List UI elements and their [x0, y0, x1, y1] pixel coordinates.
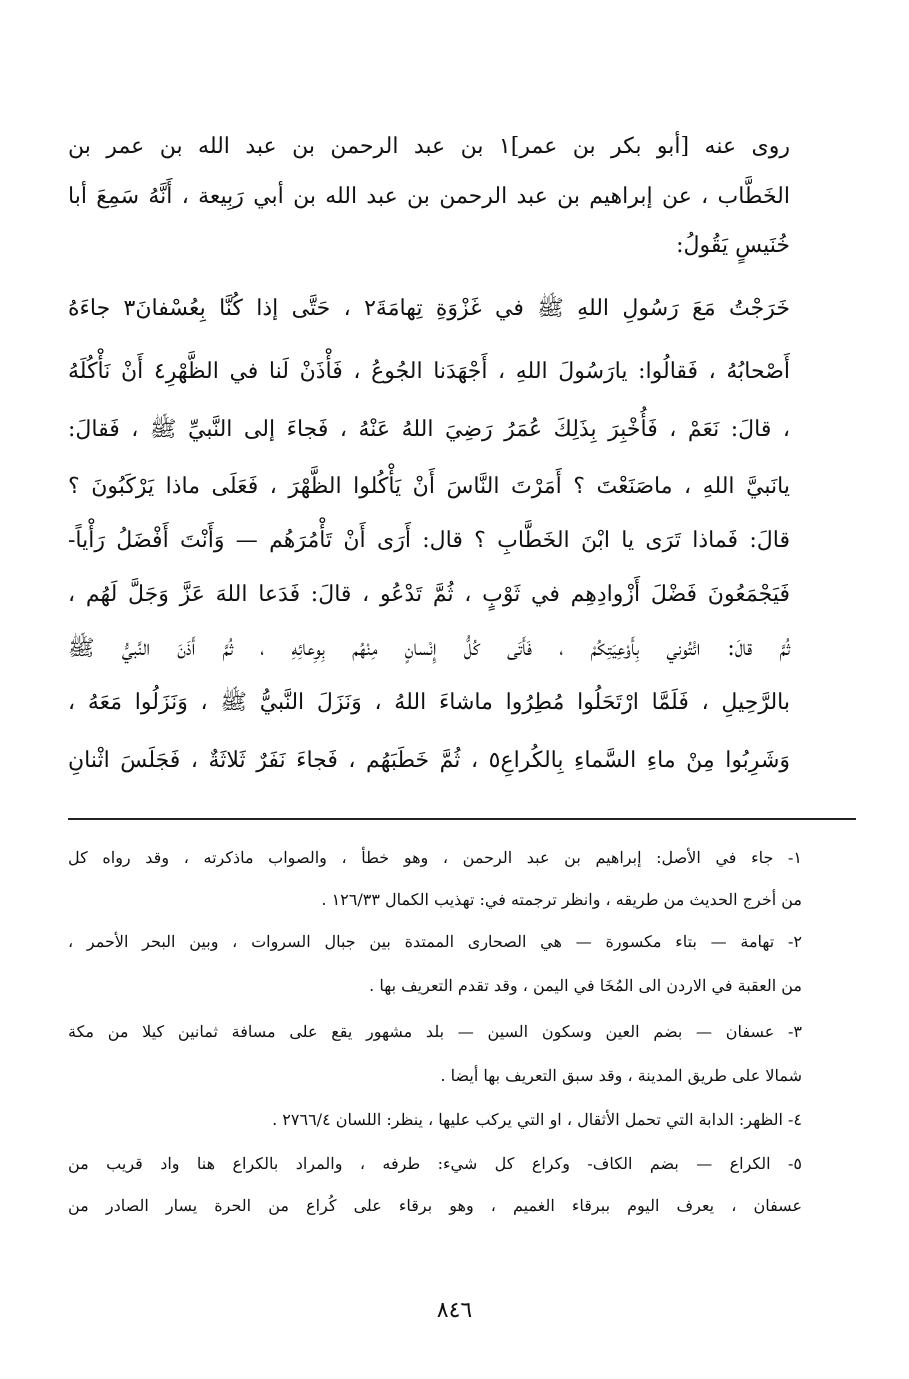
body-line: قالَ: فَماذا تَرَى يا ابْنَ الخَطَّابِ ؟ قال: أَرَى أَنْ تَأْمُرَهُم — وَأَنْتَ أَفْضَلُ رَأْياً-: [68, 528, 790, 553]
footnote-line: ٤- الظهر: الدابة التي تحمل الأثقال ، او التي يركب عليها ، ينظر: اللسان ٢٧٦٦/٤ .: [272, 1110, 802, 1129]
footnote-separator: [68, 818, 856, 820]
footnote-line: ١- جاء في الأصل: إبراهيم بن عبد الرحمن ، وهو خطأ ، والصواب ماذكرته ، وقد رواه كل: [68, 848, 802, 867]
body-line: ، قالَ: نَعَمْ ، فَأُخْبِرَ بِذَلِكَ عُمَرُ رَضِيَ اللهُ عَنْهُ ، فَجاءَ إلى النَّبيِّ ﷺ ، فَقالَ:: [68, 417, 790, 442]
body-line: الخَطَّاب ، عن إبراهيم بن عبد الرحمن بن عبد الله بن أبي رَبِيعة ، أَنَّهُ سَمِعَ أبا: [68, 184, 790, 209]
body-line: خَرَجْتُ مَعَ رَسُولِ اللهِ ﷺ في غَزْوَةِ تِهامَةَ٢ ، حَتَّى إذا كُنَّا بِعُسْفانَ٣ جاءَهُ: [68, 296, 790, 321]
footnote-line: من العقبة في الاردن الى المُخَا في اليمن ، وقد تقدم التعريف بها .: [369, 976, 802, 995]
footnote-line: من أخرج الحديث من طريقه ، وانظر ترجمته في: تهذيب الكمال ١٢٦/٣٣ .: [321, 890, 802, 909]
body-line: يانَبيَّ اللهِ ، ماصَنَعْتَ ؟ أَمَرْتَ النَّاسَ أَنْ يَأْكُلوا الظَّهْرَ ، فَعَلَى ماذا يَرْكَبُونَ ؟: [68, 474, 790, 499]
page-number: ٨٤٦: [436, 1298, 473, 1323]
footnote-line: ٢- تهامة — بتاء مكسورة — هي الصحارى الممتدة بين جبال السروات ، وبين البحر الأحمر ،: [68, 932, 802, 951]
body-line: خُنَيسٍ يَقُولُ:: [676, 233, 790, 258]
body-line: روى عنه [أبو بكر بن عمر]١ بن عبد الرحمن بن عبد الله بن عمر بن: [68, 134, 790, 159]
footnote-line: شمالا على طريق المدينة ، وقد سبق التعريف بها أيضا .: [440, 1066, 802, 1085]
body-line: ثُمَّ قالَ: ائْتُوني بِأَوْعِيَتِكُمْ ، فَأَتَى كُلُّ إِنْسانٍ مِنْهُم بِوِعائِهِ ، ثُمَّ أَذَنَ النَّبيُّ ﷺ: [68, 636, 790, 661]
body-line: أَصْحابُهُ ، فَقالُوا: يارَسُولَ اللهِ ، أَجْهَدَنا الجُوعُ ، فَأْذَنْ لَنا في الظَّهْرِ٤ أَنْ نَأْكُلَهُ: [68, 359, 790, 384]
footnote-line: ٥- الكراع — بضم الكاف- وكراع كل شيء: طرفه ، والمراد بالكراع هنا واد قريب من: [68, 1154, 802, 1173]
body-line: بالرَّحِيلِ ، فَلَمَّا ارْتَحَلُوا مُطِرُوا ماشاءَ اللهُ ، وَنَزَلَ النَّبيُّ ﷺ ، وَنَزَلُوا مَعَهُ ،: [68, 690, 790, 715]
body-line: فَيَجْمَعُونَ فَضْلَ أَزْوادِهِم في ثَوْبٍ ، ثُمَّ تَدْعُو ، قالَ: فَدَعا اللهَ عَزَّ وَجَلَّ لَهُم ،: [68, 582, 790, 607]
footnote-line: ٣- عسفان — بضم العين وسكون السين — بلد مشهور يقع على مسافة ثمانين كيلا من مكة: [68, 1022, 802, 1041]
footnote-line: عسفان ، يعرف اليوم ببرقاء الغميم ، وهو برقاء على كُراع من الحرة يسار الصادر من: [68, 1196, 802, 1215]
body-line: وَشَرِبُوا مِنْ ماءِ السَّماءِ بِالكُراعِ٥ ، ثُمَّ خَطَبَهُم ، فَجاءَ نَفَرٌ ثَلاثَةٌ ، فَجَلَسَ اثْنانِ: [68, 748, 791, 773]
